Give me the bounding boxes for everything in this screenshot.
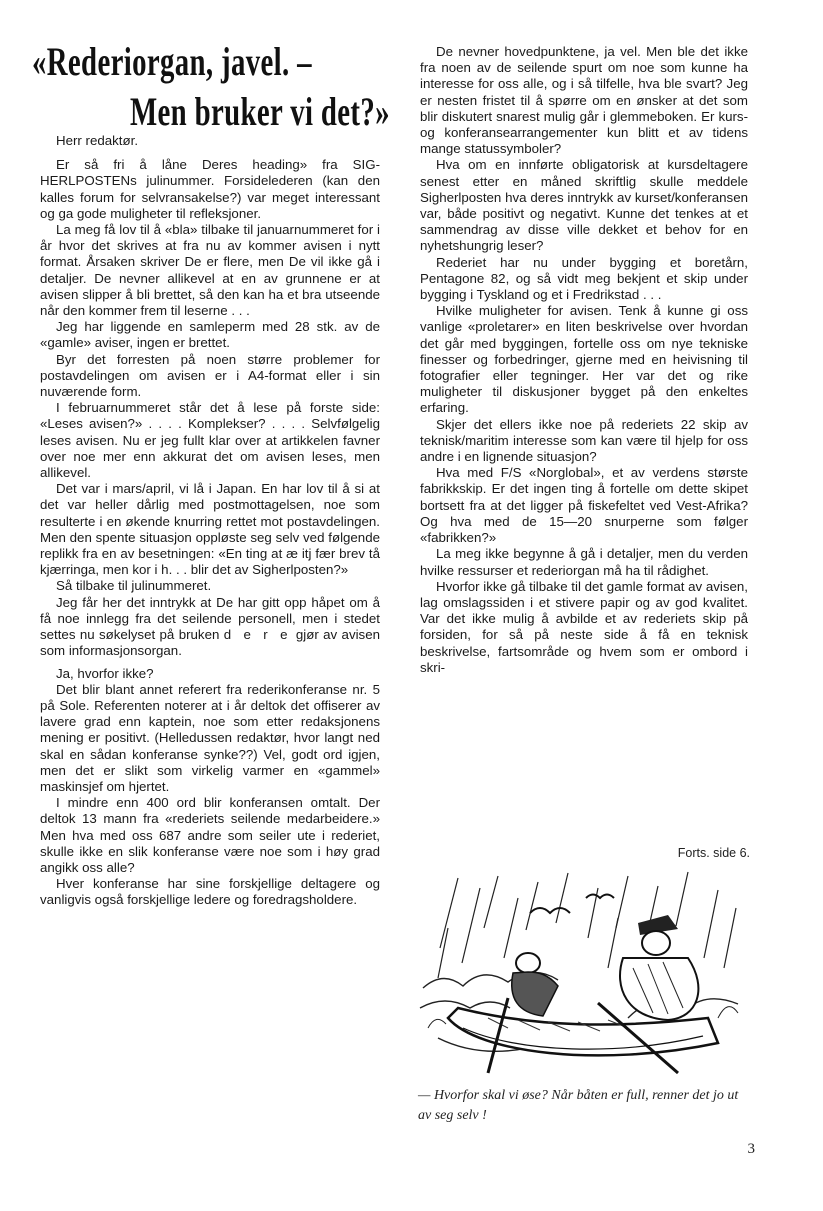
continued-note: Forts. side 6. <box>677 846 750 860</box>
title-line-2: Men bruker vi det?» <box>129 89 390 134</box>
paragraph: Hvorfor ikke gå tilbake til det gamle format av avisen, lag omslagssiden i et stivere papir og av god kvalitet. Var det ikke mulig å avbilde et av rederiets skip på forsiden, for så på neste side å få en teknisk beskrivelse, fartsområde og hvem som er ombord i skri- <box>420 578 748 675</box>
illustration-caption: — Hvorfor skal vi øse? Når båten er full, renner det jo ut av seg selv ! <box>418 1088 739 1123</box>
paragraph: Ja, hvorfor ikke? <box>56 665 154 681</box>
paragraph: I februarnummeret står det å lese på forste side: «Leses avisen?» . . . . Komplekser? . . . . Selvfølgelig leses avisen. Nu er jeg fullt klar over at artikkelen favner over noe mer enn akkurat det om avisen leses, men allikevel. <box>40 400 380 481</box>
paragraph: Byr det forresten på noen større problemer for postavdelingen om avisen er i A4-format eller i sin nuværende form. <box>40 351 380 400</box>
paragraph: Det var i mars/april, vi lå i Japan. En har lov til å si at det var heller dårlig med postmottagelsen, noe som resulterte i en økende knurring rettet mot postavdelingen. Men den spente situasjon oppløste seg selv ved følgende replikk fra en av besetningen: «En ting at æ itj fær brev tå kjærringa, men kor i h. . . blir det av Sigherlposten?» <box>40 481 380 578</box>
paragraph-with-spaced-word <box>40 595 380 660</box>
paragraph: Hver konferanse har sine forskjellige deltagere og vanligvis også forskjellige ledere og foredragsholdere. <box>40 876 380 908</box>
paragraph: De nevner hovedpunktene, ja vel. Men ble det ikke fra noen av de seilende spurt om noe som kunne ha interesse for oss alle, og i så tilfelle, hva ble svart? Jeg er nesten fristet til å spørre om en ønsker at det som blir diskutert snarest mulig går i glemmeboken. Er kurs- og konferansearrangementer kun blitt et av tidens mange statussymboler? <box>420 44 748 157</box>
left-column <box>40 133 380 909</box>
paragraph: Rederiet har nu under bygging et boretårn, Pentagone 82, og så vidt meg bekjent et skip under bygging i Tyskland og et i Fredrikstad . . . <box>420 254 748 303</box>
page-number: 3 <box>747 1141 755 1157</box>
paragraph: Jeg har liggende en samleperm med 28 stk. av de «gamle» aviser, ingen er brettet. <box>40 319 380 351</box>
paragraph: Skjer det ellers ikke noe på rederiets 22 skip av teknisk/maritim interesse som kan være til hjelp for oss andre i en lignende situasjon? <box>420 416 748 465</box>
paragraph: Er så fri å låne Deres heading» fra SIG-HERLPOSTENs julinummer. Forsidelederen (kan den kalles forum for selvransakelse?) var meget interessant og ga gode muligheter til refleksjoner. <box>40 157 380 221</box>
right-column <box>420 44 748 676</box>
paragraph: Det blir blant annet referert fra rederikonferanse nr. 5 på Sole. Referenten noterer at i år deltok det offiserer av lavere grad enn kaptein, noe som etter redaksjonens mening er positivt. (Helledussen redaktør, hvor langt ned skal en sådan konferanse synke??) Vel, godt ord igjen, men det er slikt som virkelig varmer en «gammel» maskinsjef om hjertet. <box>40 681 380 794</box>
title-line-1: «Rederiorgan, javel. – <box>32 39 312 84</box>
paragraph: I mindre enn 400 ord blir konferansen omtalt. Der deltok 13 mann fra «rederiets seilende medarbeidere.» Men hva med oss 687 andre som seiler ute i rederiet, skulle ikke en slik konferanse være noe som i høy grad angikk oss alle? <box>40 795 380 875</box>
rowboat-storm-icon <box>418 868 750 1083</box>
spaced-word: d e r e <box>223 627 292 643</box>
article-title <box>32 39 390 134</box>
paragraph-text: gjør av avisen som informasjonsorgan. <box>40 627 380 659</box>
paragraph: Hvilke muligheter for avisen. Tenk å kunne gi oss vanlige «proletarer» en liten beskrivelse over hvordan det går med byggingen, fortelle oss om nye tekniske finesser og forbedringer, gjerne med en heivisning til fotografier eller tegninger. Her var det og rike muligheter til diskusjoner bygget på den enkeltes erfaring. <box>420 303 748 416</box>
salutation: Herr redaktør. <box>56 133 139 148</box>
paragraph: La meg ikke begynne å gå i detaljer, men du verden hvilke ressurser et rederiorgan må ha til rådighet. <box>420 546 748 578</box>
paragraph: Hva om en innførte obligatorisk at kursdeltagere senest etter en måned skriftlig skulle meddele Sigherlposten hva deres inntrykk av kurset/konferansen var, både positivt og negativt. Kunne det tenkes at et sammendrag av disse ville dekket et behov for en nyhetshungrig leser? <box>420 157 748 254</box>
paragraph: La meg få lov til å «bla» tilbake til januarnummeret for i år hvor det skrives at fra nu av kommer avisen i nytt format. Årsaken skriver De er flere, men De vil ikke gå i detaljer. De nevner allikevel at en av grunnene er at avisen slipper å bli brettet, så den kan ha et bra utseende når den kommer frem til leserne . . . <box>40 222 380 319</box>
paragraph: Hva med F/S «Norglobal», et av verdens største fabrikkskip. Er det ingen ting å fortelle om dette skipet bortsett fra at det ligger på fiskefeltet ved Vest-Afrika? Og hva med de 15—20 snurperne som følger «fabrikken?» <box>420 465 748 546</box>
paragraph: Så tilbake til julinummeret. <box>56 578 212 594</box>
paragraph-text: Jeg får her det inntrykk at De har gitt opp håpet om å få noe innlegg fra det seilende personell, men i stedet settes nu søkelyset på bruken <box>40 594 380 643</box>
